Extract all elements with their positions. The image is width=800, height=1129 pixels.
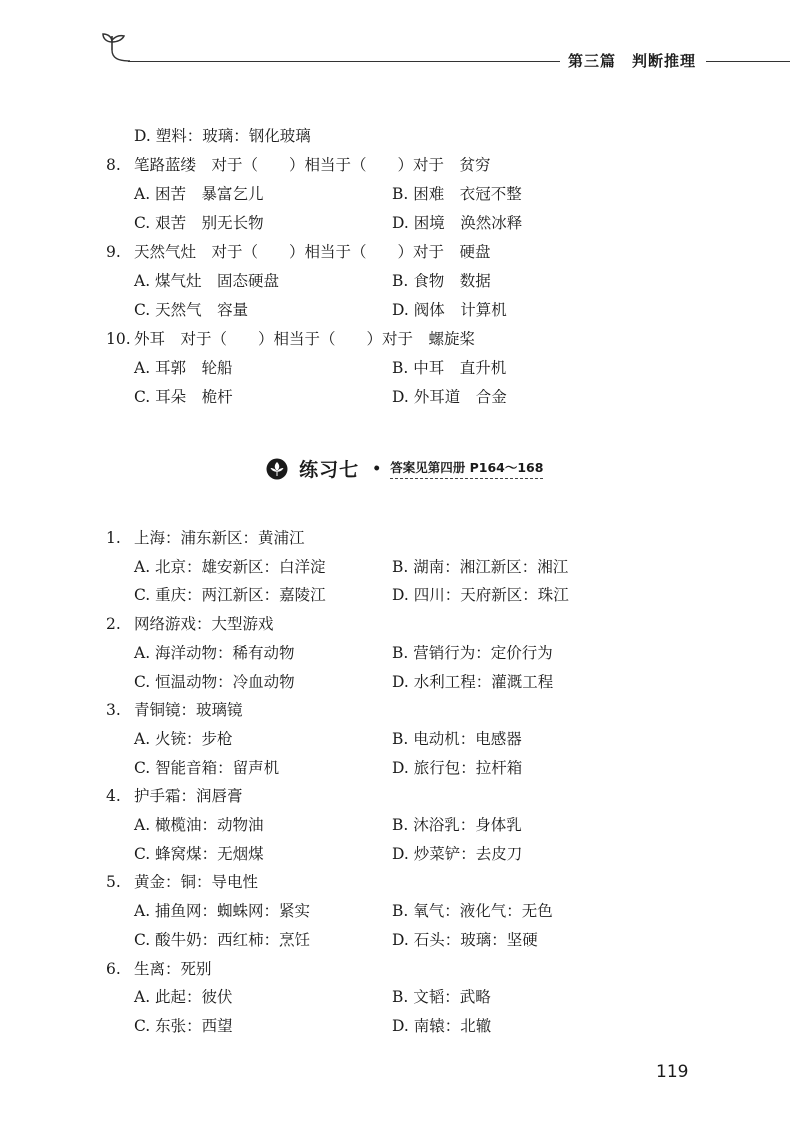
page-number: 119 <box>656 1062 689 1082</box>
option-left: C. 耳朵 桅杆 <box>134 388 233 406</box>
option-line: D. 塑料：玻璃：钢化玻璃 <box>134 127 311 145</box>
option-c: C. 智能音箱：留声机 <box>134 759 280 777</box>
option-left: A. 困苦 暴富乞儿 <box>134 185 264 203</box>
option-d: D. 石头：玻璃：坚硬 <box>392 931 538 949</box>
option-a: A. 北京：雄安新区：白洋淀 <box>134 558 326 576</box>
question-stem: 外耳 对于（ ）相当于（ ）对于 螺旋桨 <box>134 330 476 348</box>
option-b: B. 电动机：电感器 <box>392 730 522 748</box>
option-left: A. 耳郭 轮船 <box>134 359 233 377</box>
option-a: A. 橄榄油：动物油 <box>134 816 264 834</box>
option-b: B. 文韬：武略 <box>392 988 491 1006</box>
option-left: C. 艰苦 别无长物 <box>134 214 264 232</box>
option-right: D. 阀体 计算机 <box>392 301 507 319</box>
option-d: D. 南辕：北辙 <box>392 1017 492 1035</box>
option-d: D. 旅行包：拉杆箱 <box>392 759 523 777</box>
question-number: 10. <box>106 330 131 348</box>
option-d: D. 水利工程：灌溉工程 <box>392 673 554 691</box>
option-right: B. 困难 衣冠不整 <box>392 185 522 203</box>
option-d: D. 炒菜铲：去皮刀 <box>392 845 523 863</box>
question-number: 2. <box>106 615 121 633</box>
question-stem: 网络游戏：大型游戏 <box>134 615 274 633</box>
question-stem: 笔路蓝缕 对于（ ）相当于（ ）对于 贫穷 <box>134 156 491 174</box>
sprout-icon <box>100 28 134 62</box>
header-rule-left <box>128 61 560 62</box>
question-stem: 青铜镜：玻璃镜 <box>134 701 243 719</box>
option-a: A. 海洋动物：稀有动物 <box>134 644 295 662</box>
question-number: 9. <box>106 243 121 261</box>
option-b: B. 氧气：液化气：无色 <box>392 902 553 920</box>
option-c: C. 蜂窝煤：无烟煤 <box>134 845 264 863</box>
option-b: B. 营销行为：定价行为 <box>392 644 553 662</box>
bullet-dot: • <box>372 460 382 477</box>
question-number: 5. <box>106 873 121 891</box>
question-number: 1. <box>106 529 121 547</box>
option-right: B. 食物 数据 <box>392 272 491 290</box>
question-number: 8. <box>106 156 121 174</box>
section-heading <box>266 455 543 485</box>
option-a: A. 捕鱼网：蜘蛛网：紧实 <box>134 902 311 920</box>
answer-reference: 答案见第四册 P164～168 <box>390 458 543 479</box>
option-right: D. 外耳道 合金 <box>392 388 507 406</box>
option-a: A. 火铳：步枪 <box>134 730 233 748</box>
flower-icon <box>266 458 288 480</box>
option-c: C. 东张：西望 <box>134 1017 233 1035</box>
option-right: D. 困境 涣然冰释 <box>392 214 523 232</box>
option-left: A. 煤气灶 固态硬盘 <box>134 272 280 290</box>
option-left: C. 天然气 容量 <box>134 301 249 319</box>
question-stem: 天然气灶 对于（ ）相当于（ ）对于 硬盘 <box>134 243 491 261</box>
option-c: C. 酸牛奶：西红柿：烹饪 <box>134 931 311 949</box>
option-b: B. 湖南：湘江新区：湘江 <box>392 558 569 576</box>
question-stem: 护手霜：润唇膏 <box>134 787 243 805</box>
option-d: D. 四川：天府新区：珠江 <box>392 586 569 604</box>
question-stem: 上海：浦东新区：黄浦江 <box>134 529 305 547</box>
question-number: 3. <box>106 701 121 719</box>
question-number: 6. <box>106 960 121 978</box>
option-c: C. 恒温动物：冷血动物 <box>134 673 295 691</box>
option-c: C. 重庆：两江新区：嘉陵江 <box>134 586 326 604</box>
question-stem: 生离：死别 <box>134 960 212 978</box>
section-title: 练习七 <box>299 459 360 481</box>
option-right: B. 中耳 直升机 <box>392 359 507 377</box>
option-a: A. 此起：彼伏 <box>134 988 233 1006</box>
chapter-title: 第三篇 判断推理 <box>564 50 700 71</box>
question-number: 4. <box>106 787 121 805</box>
header-rule-right <box>706 61 790 62</box>
option-b: B. 沐浴乳：身体乳 <box>392 816 522 834</box>
question-stem: 黄金：铜：导电性 <box>134 873 259 891</box>
